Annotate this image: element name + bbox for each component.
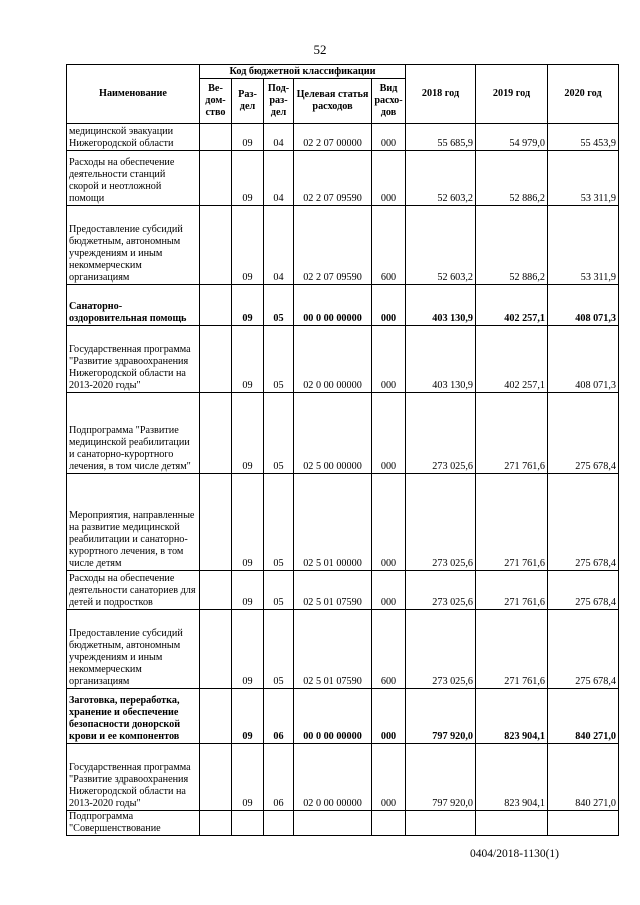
cell-vedomstvo: [200, 689, 232, 744]
cell-vedomstvo: [200, 206, 232, 285]
cell-2020: 275 678,4: [548, 474, 619, 571]
cell-vedomstvo: [200, 124, 232, 151]
cell-2018: 52 603,2: [406, 151, 476, 206]
cell-razdel: 09: [232, 610, 264, 689]
cell-2018: 273 025,6: [406, 393, 476, 474]
cell-name: Подпрограмма "Совершенствование: [67, 811, 200, 836]
cell-target: 00 0 00 00000: [294, 689, 372, 744]
table-row: [67, 811, 619, 836]
cell-razdel: [232, 811, 264, 836]
table-row: [67, 474, 619, 571]
cell-razdel: 09: [232, 206, 264, 285]
table-header: [67, 65, 619, 124]
cell-2019: 271 761,6: [476, 610, 548, 689]
cell-2020: 275 678,4: [548, 571, 619, 610]
cell-name: Расходы на обеспечение деятельности станций скорой и неотложной помощи: [67, 151, 200, 206]
cell-2018: 273 025,6: [406, 571, 476, 610]
cell-razdel: 09: [232, 124, 264, 151]
cell-2019: 271 761,6: [476, 393, 548, 474]
cell-podrazdel: 05: [264, 571, 294, 610]
cell-vid: 000: [372, 393, 406, 474]
cell-target: 02 2 07 09590: [294, 206, 372, 285]
cell-target: 02 5 01 07590: [294, 610, 372, 689]
header-vedomstvo: Ве-дом-ство: [200, 79, 232, 124]
header-vid: Вид расхо-дов: [372, 79, 406, 124]
cell-2019: 52 886,2: [476, 151, 548, 206]
cell-name: Государственная программа "Развитие здравоохранения Нижегородской области на 2013-2020 годы": [67, 326, 200, 393]
cell-2018: 403 130,9: [406, 285, 476, 326]
cell-razdel: 09: [232, 571, 264, 610]
cell-podrazdel: 06: [264, 744, 294, 811]
cell-2020: 840 271,0: [548, 689, 619, 744]
header-2019: 2019 год: [476, 65, 548, 124]
table-row: [67, 151, 619, 206]
cell-podrazdel: 04: [264, 124, 294, 151]
table-row: [67, 124, 619, 151]
cell-2019: 402 257,1: [476, 285, 548, 326]
cell-vid: 000: [372, 571, 406, 610]
cell-vedomstvo: [200, 285, 232, 326]
cell-2018: 403 130,9: [406, 326, 476, 393]
cell-podrazdel: 04: [264, 151, 294, 206]
cell-name: Предоставление субсидий бюджетным, автономным учреждениям и иным некоммерческим организациям: [67, 610, 200, 689]
cell-vid: 000: [372, 744, 406, 811]
cell-name: Расходы на обеспечение деятельности санаториев для детей и подростков: [67, 571, 200, 610]
cell-podrazdel: 05: [264, 326, 294, 393]
cell-vedomstvo: [200, 326, 232, 393]
cell-2020: 55 453,9: [548, 124, 619, 151]
table-body: [67, 124, 619, 836]
cell-2020: 408 071,3: [548, 285, 619, 326]
cell-2019: 271 761,6: [476, 571, 548, 610]
cell-vid: 000: [372, 689, 406, 744]
cell-2020: 275 678,4: [548, 393, 619, 474]
cell-name: Мероприятия, направленные на развитие медицинской реабилитации и санаторно-курортного лечения, в том числе детям: [67, 474, 200, 571]
cell-2020: 408 071,3: [548, 326, 619, 393]
document-code: 0404/2018-1130(1): [470, 848, 560, 860]
header-code-group: Код бюджетной классификации: [200, 65, 406, 79]
table-row: [67, 393, 619, 474]
cell-2018: 273 025,6: [406, 610, 476, 689]
cell-2020: 840 271,0: [548, 744, 619, 811]
cell-name: Государственная программа "Развитие здравоохранения Нижегородской области на 2013-2020 годы": [67, 744, 200, 811]
table-row: [67, 206, 619, 285]
cell-2020: 275 678,4: [548, 610, 619, 689]
cell-vid: 600: [372, 206, 406, 285]
cell-target: 02 2 07 00000: [294, 124, 372, 151]
cell-2018: 55 685,9: [406, 124, 476, 151]
cell-vedomstvo: [200, 393, 232, 474]
table-row: [67, 744, 619, 811]
cell-vedomstvo: [200, 474, 232, 571]
cell-vid: 000: [372, 474, 406, 571]
header-2020: 2020 год: [548, 65, 619, 124]
cell-2020: [548, 811, 619, 836]
cell-vid: 600: [372, 610, 406, 689]
header-2018: 2018 год: [406, 65, 476, 124]
cell-vedomstvo: [200, 571, 232, 610]
cell-2019: 823 904,1: [476, 744, 548, 811]
table-row: [67, 689, 619, 744]
cell-target: 02 5 01 07590: [294, 571, 372, 610]
cell-target: 02 5 01 00000: [294, 474, 372, 571]
cell-target: 02 2 07 09590: [294, 151, 372, 206]
cell-podrazdel: 05: [264, 610, 294, 689]
cell-2019: 54 979,0: [476, 124, 548, 151]
cell-2018: 797 920,0: [406, 689, 476, 744]
cell-vedomstvo: [200, 151, 232, 206]
table-row: [67, 571, 619, 610]
cell-vid: 000: [372, 285, 406, 326]
cell-2018: [406, 811, 476, 836]
cell-2018: 52 603,2: [406, 206, 476, 285]
table-row: [67, 326, 619, 393]
header-target: Целевая статья расходов: [294, 79, 372, 124]
cell-target: 00 0 00 00000: [294, 285, 372, 326]
header-razdel: Раз-дел: [232, 79, 264, 124]
header-name: Наименование: [67, 65, 200, 124]
cell-target: [294, 811, 372, 836]
cell-razdel: 09: [232, 285, 264, 326]
cell-podrazdel: [264, 811, 294, 836]
cell-name: Заготовка, переработка, хранение и обеспечение безопасности донорской крови и ее компонентов: [67, 689, 200, 744]
cell-2019: 402 257,1: [476, 326, 548, 393]
cell-razdel: 09: [232, 744, 264, 811]
cell-target: 02 0 00 00000: [294, 326, 372, 393]
cell-razdel: 09: [232, 393, 264, 474]
cell-2019: [476, 811, 548, 836]
table-row: [67, 610, 619, 689]
cell-vid: [372, 811, 406, 836]
cell-target: 02 0 00 00000: [294, 744, 372, 811]
page-number: 52: [313, 42, 327, 57]
cell-2020: 53 311,9: [548, 151, 619, 206]
table-row: [67, 285, 619, 326]
cell-vedomstvo: [200, 610, 232, 689]
cell-podrazdel: 04: [264, 206, 294, 285]
cell-name: Санаторно-оздоровительная помощь: [67, 285, 200, 326]
cell-2019: 823 904,1: [476, 689, 548, 744]
cell-2019: 52 886,2: [476, 206, 548, 285]
cell-2020: 53 311,9: [548, 206, 619, 285]
cell-podrazdel: 06: [264, 689, 294, 744]
cell-2018: 273 025,6: [406, 474, 476, 571]
cell-name: Подпрограмма "Развитие медицинской реабилитации и санаторно-курортного лечения, в том числе детям": [67, 393, 200, 474]
cell-vid: 000: [372, 151, 406, 206]
cell-podrazdel: 05: [264, 474, 294, 571]
cell-razdel: 09: [232, 474, 264, 571]
cell-razdel: 09: [232, 326, 264, 393]
cell-vedomstvo: [200, 744, 232, 811]
budget-table: [66, 64, 619, 836]
cell-podrazdel: 05: [264, 393, 294, 474]
cell-razdel: 09: [232, 151, 264, 206]
cell-podrazdel: 05: [264, 285, 294, 326]
cell-2019: 271 761,6: [476, 474, 548, 571]
header-podrazdel: Под-раз-дел: [264, 79, 294, 124]
cell-name: Предоставление субсидий бюджетным, автономным учреждениям и иным некоммерческим организациям: [67, 206, 200, 285]
cell-2018: 797 920,0: [406, 744, 476, 811]
cell-vid: 000: [372, 326, 406, 393]
cell-vid: 000: [372, 124, 406, 151]
cell-vedomstvo: [200, 811, 232, 836]
cell-name: медицинской эвакуации Нижегородской области: [67, 124, 200, 151]
cell-razdel: 09: [232, 689, 264, 744]
cell-target: 02 5 00 00000: [294, 393, 372, 474]
